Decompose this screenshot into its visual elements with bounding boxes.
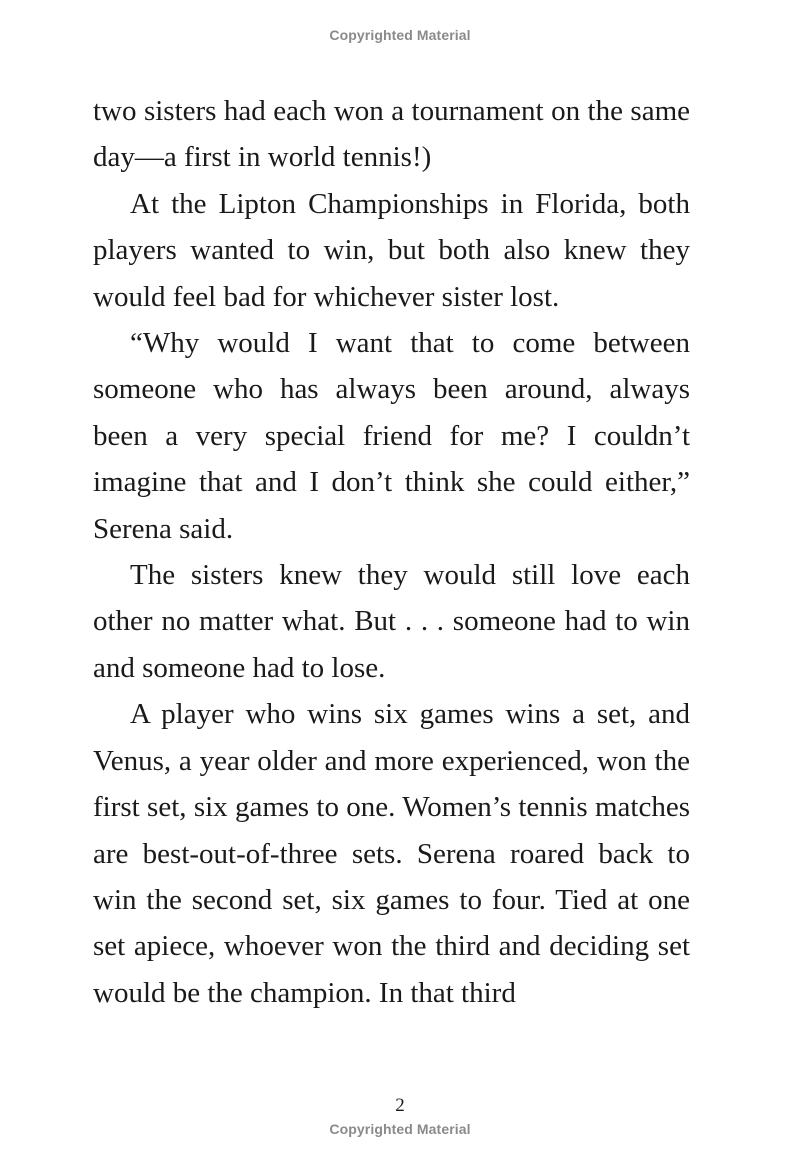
page-number: 2: [395, 1095, 405, 1116]
copyright-watermark-top: Copyrighted Material: [329, 27, 471, 43]
copyright-watermark-bottom: Copyrighted Material: [329, 1121, 471, 1137]
body-text: [93, 88, 690, 1016]
paragraph-sisters: The sisters knew they would still love each other no matter what. But . . . someone had to win and someone had to lose.: [93, 559, 690, 684]
paragraph-sets: A player who wins six games wins a set, and Venus, a year older and more experienced, won the first set, six games to one. Women’s tennis matches are best-out-of-three sets. Serena roared back to win the second set, six games to four. Tied at one set apiece, whoever won the third and deciding set would be the champion. In that third: [93, 698, 690, 1009]
paragraph-lipton: At the Lipton Championships in Florida, both players wanted to win, but both also knew they would feel bad for whichever sister lost.: [93, 187, 690, 313]
paragraph-continuation: two sisters had each won a tournament on the same day—a first in world tennis!): [93, 95, 690, 174]
paragraph-quote: “Why would I want that to come between someone who has always been around, always been a very special friend for me? I couldn’t imagine that and I don’t think she could either,” Serena said.: [93, 327, 690, 545]
